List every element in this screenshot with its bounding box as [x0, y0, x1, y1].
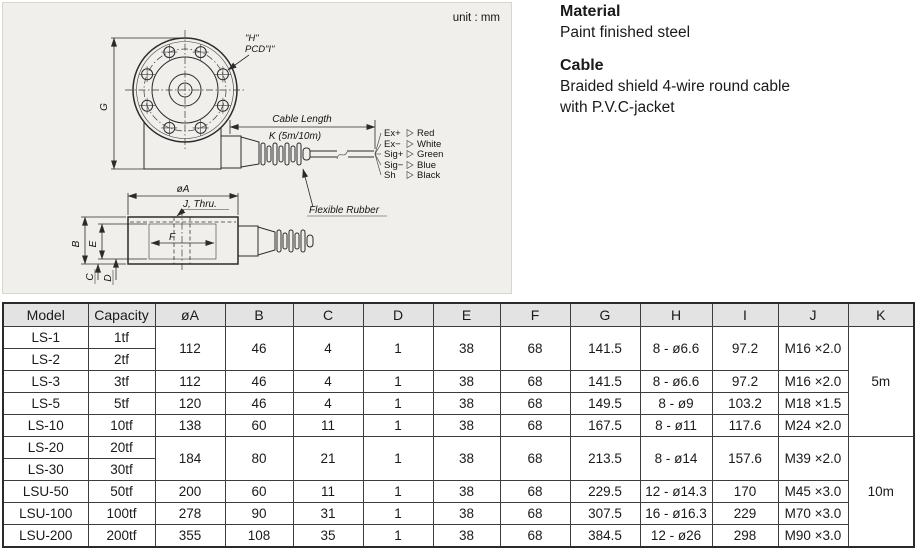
model-cell: LS-30 — [3, 459, 88, 481]
spec-cell-e: 38 — [433, 415, 500, 437]
callout-flexible-rubber — [303, 169, 387, 216]
cable-length-cell: 10m — [848, 437, 914, 548]
header-E: E — [433, 303, 500, 327]
side-view — [128, 209, 313, 272]
spec-cell-f: 68 — [500, 503, 570, 525]
model-cell: LS-3 — [3, 371, 88, 393]
spec-cell-b: 80 — [225, 437, 293, 481]
dim-C-D — [85, 259, 116, 285]
spec-cell-e: 38 — [433, 437, 500, 481]
table-row — [3, 437, 914, 459]
model-cell: LSU-100 — [3, 503, 88, 525]
spec-cell-e: 38 — [433, 371, 500, 393]
header-G: G — [570, 303, 640, 327]
capacity-cell: 3tf — [88, 371, 155, 393]
spec-cell-j: M39 ×2.0 — [778, 437, 848, 481]
spec-cell-j: M16 ×2.0 — [778, 371, 848, 393]
spec-cell-a: 355 — [155, 525, 225, 548]
dim-E — [88, 224, 147, 259]
dim-label-G: G — [99, 103, 110, 111]
spec-cell-c: 11 — [293, 481, 363, 503]
spec-cell-e: 38 — [433, 327, 500, 371]
wire-signal: Sig− — [384, 160, 404, 171]
wire-color: White — [417, 139, 442, 150]
spec-cell-i: 103.2 — [712, 393, 778, 415]
dim-label-H: "H" — [245, 33, 259, 44]
spec-cell-a: 112 — [155, 327, 225, 371]
spec-cell-g: 229.5 — [570, 481, 640, 503]
spec-cell-h: 8 - ø6.6 — [640, 371, 712, 393]
spec-cell-g: 149.5 — [570, 393, 640, 415]
cable-heading: Cable — [560, 57, 604, 74]
header-capacity: Capacity — [88, 303, 155, 327]
spec-cell-b: 46 — [225, 393, 293, 415]
wire-color: Green — [417, 149, 444, 160]
wire-arrow-icon — [407, 172, 413, 179]
material-heading: Material — [560, 3, 621, 20]
spec-cell-d: 1 — [363, 437, 433, 481]
spec-cell-c: 11 — [293, 415, 363, 437]
cable-value-line1: Braided shield 4-wire round cable — [560, 78, 791, 95]
header-B: B — [225, 303, 293, 327]
dim-cable-length — [230, 114, 375, 149]
spec-cell-h: 12 - ø14.3 — [640, 481, 712, 503]
spec-cell-h: 8 - ø11 — [640, 415, 712, 437]
wire-arrow-icon — [407, 162, 413, 169]
model-cell: LS-5 — [3, 393, 88, 415]
cable-length-label: Cable Length — [272, 114, 332, 125]
dim-F — [151, 232, 214, 243]
spec-cell-b: 46 — [225, 371, 293, 393]
model-cell: LSU-200 — [3, 525, 88, 548]
spec-cell-f: 68 — [500, 481, 570, 503]
capacity-cell: 1tf — [88, 327, 155, 349]
header-J: J — [778, 303, 848, 327]
dimension-table — [2, 302, 915, 548]
wire-color: Red — [417, 128, 435, 139]
spec-cell-j: M24 ×2.0 — [778, 415, 848, 437]
wire-signal: Ex− — [384, 139, 401, 150]
model-cell: LS-10 — [3, 415, 88, 437]
front-view-flange — [125, 30, 245, 150]
flexible-rubber-label: Flexible Rubber — [309, 205, 380, 216]
flexible-rubber-boot-side — [277, 230, 313, 252]
spec-cell-g: 213.5 — [570, 437, 640, 481]
wire-signal: Sh — [384, 170, 396, 181]
header-D: D — [363, 303, 433, 327]
spec-cell-h: 16 - ø16.3 — [640, 503, 712, 525]
capacity-cell: 10tf — [88, 415, 155, 437]
spec-cell-i: 117.6 — [712, 415, 778, 437]
spec-cell-f: 68 — [500, 415, 570, 437]
material-value: Paint finished steel — [560, 24, 691, 41]
dim-label-F: F — [169, 232, 176, 243]
header-H: H — [640, 303, 712, 327]
spec-cell-g: 307.5 — [570, 503, 640, 525]
capacity-cell: 30tf — [88, 459, 155, 481]
spec-cell-c: 21 — [293, 437, 363, 481]
wire-color: Black — [417, 170, 441, 181]
model-cell: LS-20 — [3, 437, 88, 459]
table-row — [3, 327, 914, 349]
table-row — [3, 393, 914, 415]
spec-cell-d: 1 — [363, 503, 433, 525]
spec-cell-i: 97.2 — [712, 371, 778, 393]
dim-label-D: D — [103, 274, 114, 282]
spec-cell-h: 12 - ø26 — [640, 525, 712, 548]
spec-cell-a: 184 — [155, 437, 225, 481]
spec-cell-d: 1 — [363, 327, 433, 371]
spec-cell-a: 200 — [155, 481, 225, 503]
table-row — [3, 371, 914, 393]
spec-cell-e: 38 — [433, 481, 500, 503]
spec-cell-b: 60 — [225, 481, 293, 503]
model-cell: LS-2 — [3, 349, 88, 371]
dim-label-C: C — [85, 273, 96, 281]
spec-cell-g: 384.5 — [570, 525, 640, 548]
wire-signal: Ex+ — [384, 128, 401, 139]
capacity-cell: 5tf — [88, 393, 155, 415]
spec-cell-j: M16 ×2.0 — [778, 327, 848, 371]
k-length-label: K (5m/10m) — [268, 131, 322, 142]
capacity-cell: 2tf — [88, 349, 155, 371]
dim-label-E: E — [88, 240, 99, 248]
dim-label-oA: øA — [176, 184, 190, 195]
spec-cell-f: 68 — [500, 327, 570, 371]
spec-cell-j: M90 ×3.0 — [778, 525, 848, 548]
header-I: I — [712, 303, 778, 327]
technical-drawing — [3, 3, 511, 293]
spec-cell-c: 4 — [293, 371, 363, 393]
spec-cell-d: 1 — [363, 481, 433, 503]
model-cell: LS-1 — [3, 327, 88, 349]
spec-cell-f: 68 — [500, 525, 570, 548]
capacity-cell: 100tf — [88, 503, 155, 525]
table-row — [3, 503, 914, 525]
spec-cell-a: 112 — [155, 371, 225, 393]
j-thru-label: J, Thru. — [183, 199, 217, 210]
spec-cell-i: 298 — [712, 525, 778, 548]
capacity-cell: 200tf — [88, 525, 155, 548]
cable-block — [560, 56, 910, 118]
capacity-cell: 20tf — [88, 437, 155, 459]
header-oA: øA — [155, 303, 225, 327]
spec-cell-c: 31 — [293, 503, 363, 525]
spec-cell-i: 157.6 — [712, 437, 778, 481]
spec-cell-i: 170 — [712, 481, 778, 503]
spec-cell-j: M70 ×3.0 — [778, 503, 848, 525]
table-row — [3, 525, 914, 548]
spec-cell-e: 38 — [433, 503, 500, 525]
spec-cell-d: 1 — [363, 393, 433, 415]
cable-value-line2: with P.V.C-jacket — [560, 99, 675, 116]
wire-arrow-icon — [407, 141, 413, 148]
callout-J-thru — [177, 199, 229, 216]
callout-H-PCD — [228, 33, 275, 70]
flexible-rubber-boot-front — [261, 143, 310, 165]
spec-cell-b: 108 — [225, 525, 293, 548]
drawing-panel — [2, 2, 512, 294]
spec-cell-j: M45 ×3.0 — [778, 481, 848, 503]
spec-cell-e: 38 — [433, 525, 500, 548]
spec-cell-a: 120 — [155, 393, 225, 415]
capacity-cell: 50tf — [88, 481, 155, 503]
header-model: Model — [3, 303, 88, 327]
wire-arrow-icon — [407, 151, 413, 158]
wire-legend — [375, 128, 443, 181]
spec-cell-h: 8 - ø14 — [640, 437, 712, 481]
spec-cell-g: 141.5 — [570, 327, 640, 371]
model-cell: LSU-50 — [3, 481, 88, 503]
spec-cell-h: 8 - ø9 — [640, 393, 712, 415]
spec-cell-i: 229 — [712, 503, 778, 525]
spec-cell-c: 4 — [293, 393, 363, 415]
spec-cell-d: 1 — [363, 415, 433, 437]
spec-cell-j: M18 ×1.5 — [778, 393, 848, 415]
material-block — [560, 2, 910, 43]
header-C: C — [293, 303, 363, 327]
header-row — [3, 303, 914, 327]
table-row — [3, 415, 914, 437]
wire-arrow-icon — [407, 130, 413, 137]
spec-cell-a: 138 — [155, 415, 225, 437]
spec-cell-f: 68 — [500, 371, 570, 393]
spec-cell-b: 46 — [225, 327, 293, 371]
spec-cell-c: 35 — [293, 525, 363, 548]
spec-cell-b: 60 — [225, 415, 293, 437]
dim-label-B: B — [71, 240, 82, 248]
spec-cell-g: 141.5 — [570, 371, 640, 393]
table-row — [3, 481, 914, 503]
spec-cell-f: 68 — [500, 437, 570, 481]
spec-cell-g: 167.5 — [570, 415, 640, 437]
info-block — [560, 2, 910, 118]
spec-cell-h: 8 - ø6.6 — [640, 327, 712, 371]
dim-label-PCD-I: PCD"I" — [245, 44, 275, 55]
spec-cell-d: 1 — [363, 371, 433, 393]
header-K: K — [848, 303, 914, 327]
header-F: F — [500, 303, 570, 327]
cable-length-cell: 5m — [848, 327, 914, 437]
unit-note: unit : mm — [452, 12, 500, 24]
spec-cell-f: 68 — [500, 393, 570, 415]
spec-cell-b: 90 — [225, 503, 293, 525]
spec-cell-e: 38 — [433, 393, 500, 415]
spec-cell-d: 1 — [363, 525, 433, 548]
wire-color: Blue — [417, 160, 437, 171]
spec-cell-c: 4 — [293, 327, 363, 371]
wire-signal: Sig+ — [384, 149, 404, 160]
spec-cell-a: 278 — [155, 503, 225, 525]
spec-cell-i: 97.2 — [712, 327, 778, 371]
